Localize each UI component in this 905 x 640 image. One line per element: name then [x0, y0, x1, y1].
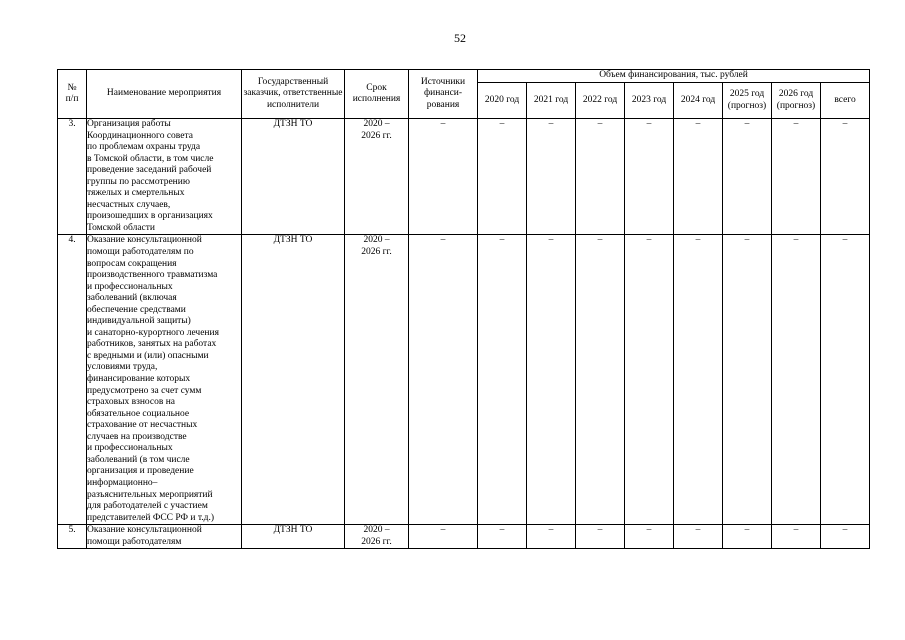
- activity-name: Оказание консультационной помощи работодателям: [87, 525, 242, 549]
- value-2023: –: [625, 119, 674, 235]
- term-cell: 2020 – 2026 гг.: [345, 119, 409, 235]
- customer-cell: ДТЗН ТО: [242, 119, 345, 235]
- value-2026: –: [772, 525, 821, 549]
- header-year-2021: 2021 год: [527, 83, 576, 119]
- page-number: 52: [454, 31, 466, 45]
- value-2025: –: [723, 235, 772, 525]
- value-2021: –: [527, 119, 576, 235]
- header-num: № п/п: [58, 70, 87, 119]
- value-2023: –: [625, 525, 674, 549]
- term-cell: 2020 – 2026 гг.: [345, 525, 409, 549]
- financing-table: [57, 69, 870, 549]
- value-2020: –: [478, 119, 527, 235]
- value-2023: –: [625, 235, 674, 525]
- header-total: всего: [821, 83, 870, 119]
- header-year-2025: 2025 год (прогноз): [723, 83, 772, 119]
- activity-name: Организация работы Координационного совета по проблемам охраны труда в Томской области, в том числе проведение заседаний рабочей группы по рассмотрению тяжелых и смертельных несчастных случаев, произошедших в организациях Томской области: [87, 119, 242, 235]
- table-row: [58, 235, 870, 525]
- header-year-2020: 2020 год: [478, 83, 527, 119]
- value-2024: –: [674, 119, 723, 235]
- table-row: [58, 119, 870, 235]
- value-total: –: [821, 235, 870, 525]
- value-2021: –: [527, 525, 576, 549]
- value-2025: –: [723, 525, 772, 549]
- header-sources: Источники финанси-рования: [409, 70, 478, 119]
- value-2021: –: [527, 235, 576, 525]
- table-row: [58, 525, 870, 549]
- sources-cell: –: [409, 235, 478, 525]
- value-2022: –: [576, 235, 625, 525]
- row-number: 4.: [58, 235, 87, 525]
- value-2026: –: [772, 119, 821, 235]
- value-total: –: [821, 119, 870, 235]
- value-2025: –: [723, 119, 772, 235]
- row-number: 5.: [58, 525, 87, 549]
- sources-cell: –: [409, 119, 478, 235]
- header-year-2026: 2026 год (прогноз): [772, 83, 821, 119]
- header-financing: Объем финансирования, тыс. рублей: [478, 70, 870, 83]
- sources-cell: –: [409, 525, 478, 549]
- value-2020: –: [478, 525, 527, 549]
- value-total: –: [821, 525, 870, 549]
- value-2020: –: [478, 235, 527, 525]
- value-2022: –: [576, 119, 625, 235]
- header-customer: Государственный заказчик, ответственные исполнители: [242, 70, 345, 119]
- customer-cell: ДТЗН ТО: [242, 235, 345, 525]
- header-year-2024: 2024 год: [674, 83, 723, 119]
- header-year-2022: 2022 год: [576, 83, 625, 119]
- activity-name: Оказание консультационной помощи работодателям по вопросам сокращения производственного травматизма и профессиональных заболеваний (включая обеспечение средствами индивидуальной защиты) и санаторно-курортного лечения работников, занятых на работах с вредными и (или) опасными условиями труда, финансирование которых предусмотрено за счет сумм страховых взносов на обязательное социальное страхование от несчастных случаев на производстве и профессиональных заболеваний (в том числе организация и проведение информационно– разъяснительных мероприятий для работодателей с участием представителей ФСС РФ и т.д.): [87, 235, 242, 525]
- row-number: 3.: [58, 119, 87, 235]
- value-2024: –: [674, 525, 723, 549]
- term-cell: 2020 – 2026 гг.: [345, 235, 409, 525]
- header-name: Наименование мероприятия: [87, 70, 242, 119]
- customer-cell: ДТЗН ТО: [242, 525, 345, 549]
- value-2022: –: [576, 525, 625, 549]
- header-year-2023: 2023 год: [625, 83, 674, 119]
- header-term: Срок исполнения: [345, 70, 409, 119]
- value-2026: –: [772, 235, 821, 525]
- value-2024: –: [674, 235, 723, 525]
